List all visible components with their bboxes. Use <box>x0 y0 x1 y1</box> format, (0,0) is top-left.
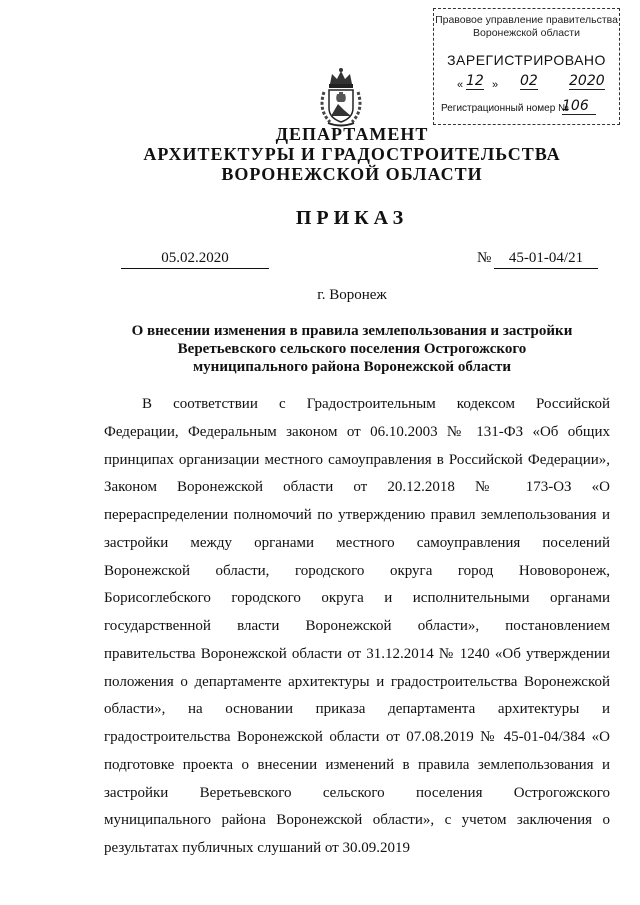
stamp-registration-number <box>434 99 619 117</box>
body-line: государственной власти Воронежской области», постановлением <box>104 618 610 634</box>
body-line: застройки между органами местного самоуправления поселений <box>104 534 610 551</box>
subject-line2: Веретьевского сельского поселения Острогожского <box>177 341 527 357</box>
body-line: Борисоглебского городского округа и исполнительными органами <box>104 590 610 607</box>
body-line: муниципального района Воронежской области», с учетом заключения о <box>104 812 610 829</box>
stamp-registered-label: ЗАРЕГИСТРИРОВАНО <box>447 52 606 68</box>
stamp-date: « 12 » 02 2020 <box>457 73 605 91</box>
stamp-month: 02 <box>520 73 538 89</box>
department-name-line1: ДЕПАРТАМЕНТ <box>275 124 429 144</box>
subject-line1: О внесении изменения в правила землепользования и застройки <box>131 323 573 339</box>
body-line: результатах публичных слушаний от 30.09.2019 <box>104 840 410 856</box>
body-line: подготовке проекта о внесении изменений в правила землепользования и <box>104 756 610 773</box>
body-line: Федерации, Федеральным законом от 06.10.2003 № 131-ФЗ «Об общих <box>104 423 610 440</box>
stamp-organization <box>434 14 619 40</box>
order-subject <box>96 322 608 376</box>
order-body <box>104 391 610 863</box>
body-line: области», на основании приказа департамента архитектуры и <box>104 701 610 718</box>
body-line: положения о департаменте архитектуры и градостроительства Воронежской <box>104 673 610 690</box>
body-line: застройки Веретьевского сельского поселения Острогожского <box>104 784 610 801</box>
body-line: правительства Воронежской области от 31.12.2014 № 1240 «Об утверждении <box>104 645 610 662</box>
department-name-line3: ВОРОНЕЖСКОЙ ОБЛАСТИ <box>221 164 483 184</box>
city-name: г. Воронеж <box>317 287 387 303</box>
department-name-line2: АРХИТЕКТУРЫ И ГРАДОСТРОИТЕЛЬСТВА <box>143 144 561 164</box>
registration-stamp <box>433 8 620 125</box>
body-line: Воронежской области, городского округа город Нововоронеж, <box>104 562 610 579</box>
subject-line3: муниципального района Воронежской области <box>192 359 512 375</box>
body-line: принципах организации местного самоуправления в Российской Федерации», <box>104 451 610 468</box>
body-line: Законом Воронежской области от 20.12.2018 № 173-ОЗ «О <box>104 479 610 496</box>
stamp-day: 12 <box>466 73 484 89</box>
order-number: 45-01-04/21 <box>494 250 598 269</box>
body-line: перераспределении полномочий по утверждению правил землепользования и <box>104 507 610 523</box>
stamp-reg-label: Регистрационный номер № <box>441 103 569 114</box>
body-line: В соответствии с Градостроительным кодексом Российской <box>142 396 610 412</box>
stamp-year: 2020 <box>569 73 605 89</box>
voronezh-coat-of-arms-icon <box>316 66 366 128</box>
body-line: градостроительства Воронежской области от 07.08.2019 № 45-01-04/384 «О <box>104 729 610 745</box>
order-number-sign: № <box>477 250 492 266</box>
stamp-org-line1: Правовое управление правительства <box>435 14 618 26</box>
document-type-title: ПРИКАЗ <box>295 207 409 229</box>
order-date: 05.02.2020 <box>121 250 269 269</box>
stamp-reg-number: 106 <box>562 98 596 115</box>
stamp-org-line2: Воронежской области <box>473 27 580 39</box>
